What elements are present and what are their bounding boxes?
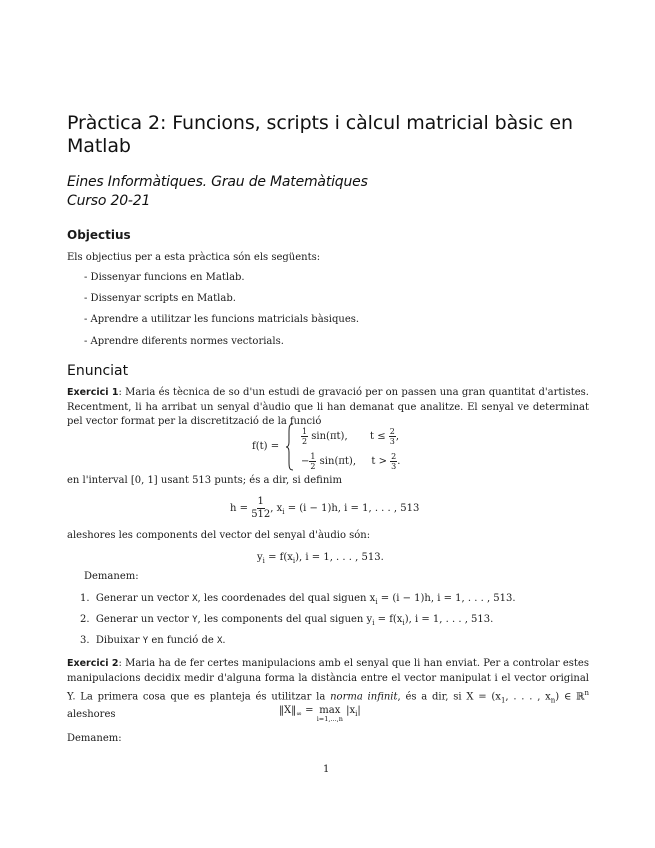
subtitle-line-1: Eines Informàtiques. Grau de Matemàtiques — [67, 174, 368, 190]
demanem-2: Demanem: — [67, 733, 122, 744]
objectius-intro: Els objectius per a esta pràctica són els següents: — [67, 252, 321, 263]
page-number: 1 — [323, 764, 330, 775]
brace-icon — [285, 423, 295, 471]
title-line-2: Matlab — [67, 135, 131, 157]
task-item: 3. Dibuixar Y en funció de X. — [80, 635, 226, 646]
objective-item: - Dissenyar scripts en Matlab. — [84, 293, 236, 304]
interval-text: en l'interval [0, 1] usant 513 punts; és a dir, si definim — [67, 475, 342, 486]
case-2: − $\frac{1}{2}$ sin(πt), t > $\frac{2}{3}$ . — [301, 452, 401, 471]
y-equation: $y_i = f(x_i)$, i = 1, . . . , 513. — [257, 552, 384, 565]
task-item: 2. Generar un vector Y, les components del qual siguen $y_i = f(x_i)$, i = 1, . . . , 513. — [80, 614, 494, 627]
objective-item: - Dissenyar funcions en Matlab. — [84, 272, 245, 283]
function-lhs: f(t) = — [252, 441, 280, 452]
subtitle-line-2: Curso 20-21 — [67, 193, 151, 209]
demanem-1: Demanem: — [84, 571, 139, 582]
objective-item: - Aprendre a utilitzar les funcions matricials bàsiques. — [84, 314, 360, 325]
objective-item: - Aprendre diferents normes vectorials. — [84, 336, 284, 347]
case-1: $\frac{1}{2}$ sin(πt), t ≤ $\frac{2}{3}$ , — [302, 427, 400, 446]
objectius-heading: Objectius — [67, 228, 131, 242]
components-text: aleshores les components del vector del senyal d'àudio són: — [67, 530, 371, 541]
exercise-2-label: Exercici — [67, 658, 109, 669]
enunciat-heading: Enunciat — [67, 363, 129, 379]
exercise-1-label: Exercici — [67, 387, 109, 398]
exercise-2-text: Exercici 2: Maria ha de fer certes manipulacions amb el senyal que li han enviat. Per a controlar estes manipulacions decidix medir d'alguna forma la distància entre el vector manipulat i el vector original Y. La primera cosa que es planteja és utilitzar la norma infinit, és a dir, si $X = (x_1$, . . . , $x_n$) ∈ ℝ$^n$ aleshores — [67, 658, 589, 720]
norm-formula: $‖X‖_\infty$ = max i=1,...,n $|x_i|$ — [279, 705, 361, 723]
task-item: 1. Generar un vector X, les coordenades del qual siguen $x_i = (i - 1)h$, i = 1, . . . , 513. — [80, 593, 516, 606]
h-definition: h = $\frac{1}{512}$ , $x_i = (i - 1)h$, i = 1, . . . , 513 — [230, 496, 420, 520]
title-line-1: Pràctica 2: Funcions, scripts i càlcul matricial bàsic en — [67, 112, 573, 134]
exercise-1-text: Exercici 1: Maria és tècnica de so d'un estudi de gravació per on passen una gran quantitat d'artistes. Recentment, li ha arribat un senyal d'àudio que li han demanat que analitze. El senyal ve determinat pel vector format per la discretització de la funció — [67, 387, 589, 427]
